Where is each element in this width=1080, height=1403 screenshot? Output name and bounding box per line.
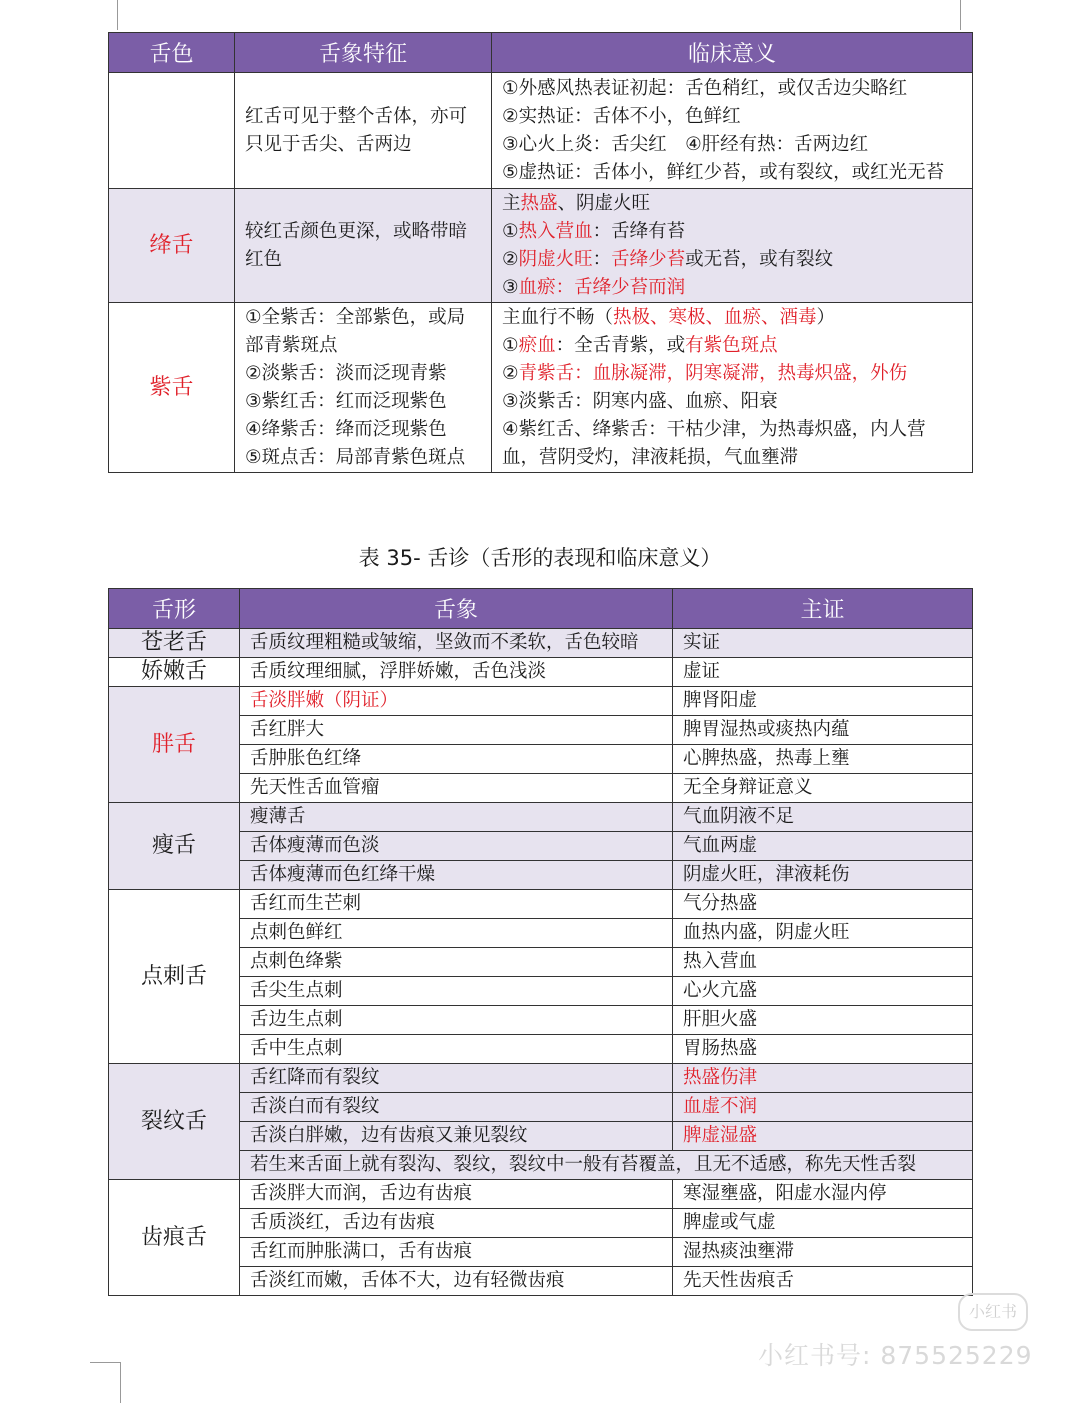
table-row (109, 1180, 973, 1209)
meaning-cell (492, 303, 973, 473)
meaning-line: ③心火上炎：舌尖红 ④肝经有热：舌两边红 (502, 133, 869, 155)
meaning-cell (492, 189, 973, 303)
sign-cell: 点刺色绛紫 (240, 948, 673, 977)
header-tongue-feature: 舌象特征 (235, 33, 492, 73)
sign-cell: 舌质淡红，舌边有齿痕 (240, 1209, 673, 1238)
text: ：舌绛有苔 (592, 220, 686, 242)
text: ② (502, 362, 519, 384)
syndrome-cell: 气血两虚 (673, 832, 973, 861)
category-cell: 瘦舌 (109, 803, 240, 890)
table-row (109, 890, 973, 919)
syndrome-cell: 虚证 (673, 658, 973, 687)
sign-cell: 舌红而肿胀满口，舌有齿痕 (240, 1238, 673, 1267)
syndrome-cell: 气分热盛 (673, 890, 973, 919)
syndrome-cell: 脾肾阳虚 (673, 687, 973, 716)
sign-cell: 舌体瘦薄而色红绛干燥 (240, 861, 673, 890)
table-row (109, 687, 973, 716)
meaning-line (502, 274, 962, 302)
syndrome-cell: 血热内盛，阴虚火旺 (673, 919, 973, 948)
tongue-color-table (108, 32, 973, 473)
syndrome-cell: 气血阴液不足 (673, 803, 973, 832)
row-red-tongue (109, 73, 973, 189)
meaning-line: ⑤虚热证：舌体小，鲜红少苔，或有裂纹，或红光无苔 (502, 161, 945, 183)
header-tongue-color: 舌色 (109, 33, 235, 73)
header-main-syndrome: 主证 (673, 589, 973, 629)
table-header-row (109, 589, 973, 629)
text: ： (592, 248, 612, 270)
sign-cell: 先天性舌血管瘤 (240, 774, 673, 803)
syndrome-cell: 湿热痰浊壅滞 (673, 1238, 973, 1267)
feature-cell: 较红舌颜色更深，或略带暗红色 (235, 189, 492, 303)
meaning-line (502, 246, 962, 274)
syndrome-cell: 心脾热盛，热毒上壅 (673, 745, 973, 774)
text: ① (502, 334, 519, 356)
header-clinical-meaning: 临床意义 (492, 33, 973, 73)
text: ） (816, 306, 836, 328)
text: ① (502, 220, 519, 242)
meaning-line (502, 190, 962, 218)
meaning-line: ①外感风热表证初起：舌色稍红，或仅舌边尖略红 (502, 77, 908, 99)
meaning-line: ②实热证：舌体不小，色鲜红 (502, 105, 741, 127)
sign-cell: 舌淡红而嫩，舌体不大，边有轻微齿痕 (240, 1267, 673, 1296)
row-purple-tongue (109, 303, 973, 473)
text: 、阴虚火旺 (557, 192, 651, 214)
highlight-text: 阴虚火旺 (518, 248, 593, 270)
syndrome-cell: 无全身辩证意义 (673, 774, 973, 803)
feature-line: ②淡紫舌：淡而泛现青紫 (245, 362, 447, 384)
syndrome-cell: 脾胃湿热或痰热内蕴 (673, 716, 973, 745)
sign-cell: 舌红降而有裂纹 (240, 1064, 673, 1093)
highlight-text: 热入营血 (518, 220, 593, 242)
feature-cell (235, 303, 492, 473)
watermark-logo: 小红书 (958, 1293, 1028, 1331)
meaning-line (502, 304, 962, 332)
sign-cell: 舌质纹理粗糙或皱缩，坚敛而不柔软，舌色较暗 (240, 629, 673, 658)
syndrome-cell: 脾虚或气虚 (673, 1209, 973, 1238)
sign-cell: 舌淡胖大而润，舌边有齿痕 (240, 1180, 673, 1209)
highlight-text: 血瘀：舌绛少苔而润 (518, 276, 686, 298)
meaning-line (502, 218, 962, 246)
table-row (109, 803, 973, 832)
category-cell (109, 73, 235, 189)
highlight-text: 有紫色斑点 (685, 334, 778, 356)
syndrome-cell: 脾虚湿盛 (673, 1122, 973, 1151)
meaning-line (502, 360, 962, 388)
syndrome-cell: 先天性齿痕舌 (673, 1267, 973, 1296)
category-cell: 点刺舌 (109, 890, 240, 1064)
tongue-shape-table (108, 588, 973, 1296)
feature-line: ④绛紫舌：绛而泛现紫色 (245, 418, 447, 440)
sign-cell: 舌质纹理细腻，浮胖娇嫩，舌色浅淡 (240, 658, 673, 687)
sign-cell: 舌红而生芒刺 (240, 890, 673, 919)
syndrome-cell: 实证 (673, 629, 973, 658)
sign-cell: 舌尖生点刺 (240, 977, 673, 1006)
syndrome-cell: 胃肠热盛 (673, 1035, 973, 1064)
sign-cell: 舌边生点刺 (240, 1006, 673, 1035)
table-row (109, 629, 973, 658)
text: ：全舌青紫，或 (555, 334, 686, 356)
meaning-line: ④紫红舌、绛紫舌：干枯少津，为热毒炽盛，内人营血，营阴受灼，津液耗损，气血壅滞 (502, 418, 926, 468)
sign-cell: 舌体瘦薄而色淡 (240, 832, 673, 861)
syndrome-cell: 热入营血 (673, 948, 973, 977)
highlight-text: 瘀血 (518, 334, 556, 356)
meaning-line (502, 332, 962, 360)
header-tongue-sign: 舌象 (240, 589, 673, 629)
syndrome-cell: 寒湿壅盛，阳虚水湿内停 (673, 1180, 973, 1209)
meaning-cell (492, 73, 973, 189)
feature-line: ⑤斑点舌：局部青紫色斑点 (245, 446, 466, 468)
highlight-text: 舌绛少苔 (611, 248, 686, 270)
syndrome-cell: 热盛伤津 (673, 1064, 973, 1093)
sign-cell: 舌中生点刺 (240, 1035, 673, 1064)
category-cell: 娇嫩舌 (109, 658, 240, 687)
meaning-line: ③淡紫舌：阴寒内盛、血瘀、阳衰 (502, 390, 778, 412)
sign-cell: 点刺色鲜红 (240, 919, 673, 948)
category-crimson: 绛舌 (109, 189, 235, 303)
text: ② (502, 248, 519, 270)
syndrome-cell: 血虚不润 (673, 1093, 973, 1122)
category-cell: 裂纹舌 (109, 1064, 240, 1180)
feature-cell: 红舌可见于整个舌体，亦可只见于舌尖、舌两边 (235, 73, 492, 189)
text: 主血行不畅（ (502, 306, 614, 328)
feature-line: ①全紫舌：全部紫色，或局部青紫斑点 (245, 306, 466, 356)
corner-mark-bottom-left (90, 1362, 121, 1403)
sign-cell: 舌淡白胖嫩，边有齿痕又兼见裂纹 (240, 1122, 673, 1151)
row-crimson-tongue (109, 189, 973, 303)
category-cell: 齿痕舌 (109, 1180, 240, 1296)
sign-cell: 舌肿胀色红绛 (240, 745, 673, 774)
sign-cell: 舌红胖大 (240, 716, 673, 745)
category-cell: 苍老舌 (109, 629, 240, 658)
corner-mark-top-right (960, 0, 961, 30)
note-cell: 若生来舌面上就有裂沟、裂纹，裂纹中一般有苔覆盖，且无不适感，称先天性舌裂 (240, 1151, 973, 1180)
table-row (109, 658, 973, 687)
text: 主 (502, 192, 521, 214)
text: ③ (502, 276, 519, 298)
sign-cell: 舌淡白而有裂纹 (240, 1093, 673, 1122)
syndrome-cell: 心火亢盛 (673, 977, 973, 1006)
category-cell: 胖舌 (109, 687, 240, 803)
category-purple: 紫舌 (109, 303, 235, 473)
watermark-text: 小红书号: 875525229 (758, 1341, 1033, 1370)
table-header-row (109, 33, 973, 73)
syndrome-cell: 阴虚火旺，津液耗伤 (673, 861, 973, 890)
syndrome-cell: 肝胆火盛 (673, 1006, 973, 1035)
text: 或无苔，或有裂纹 (685, 248, 834, 270)
table-caption: 表 35- 舌诊（舌形的表现和临床意义） (358, 546, 722, 570)
feature-line: ③紫红舌：红而泛现紫色 (245, 390, 447, 412)
highlight-text: 热极、寒极、血瘀、酒毒 (613, 306, 817, 328)
corner-mark-top-left (117, 0, 118, 30)
sign-cell: 瘦薄舌 (240, 803, 673, 832)
sign-cell: 舌淡胖嫩（阴证） (240, 687, 673, 716)
highlight-text: 热盛 (520, 192, 558, 214)
highlight-text: 青紫舌：血脉凝滞，阴寒凝滞，热毒炽盛，外伤 (518, 362, 908, 384)
table-row (109, 1064, 973, 1093)
header-tongue-shape: 舌形 (109, 589, 240, 629)
